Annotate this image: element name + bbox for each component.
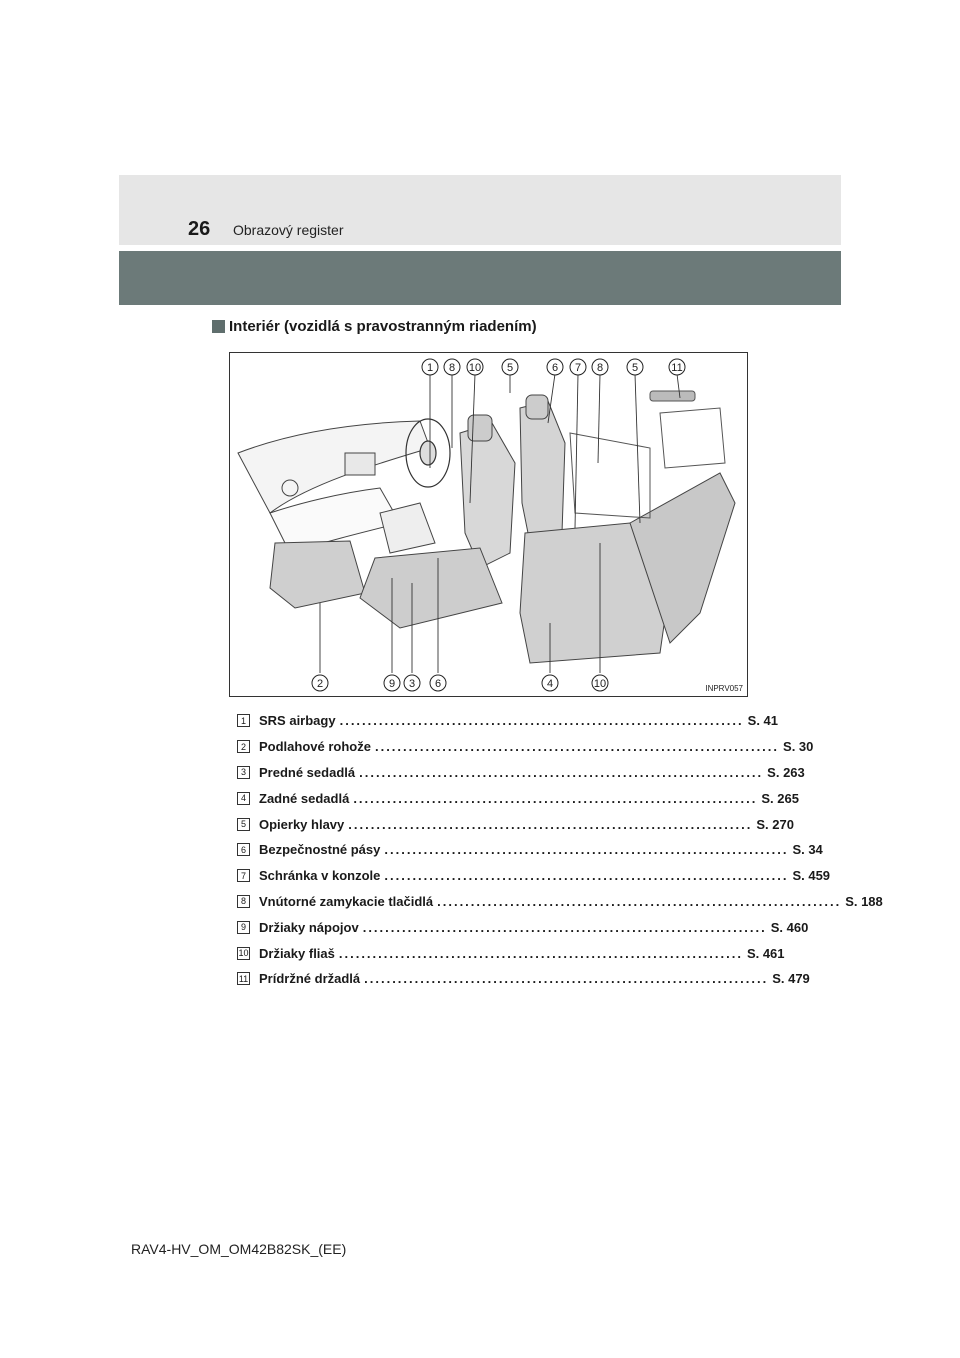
callout-7 [570,359,586,375]
item-label: Predné sedadlá [259,764,356,780]
item-number: 7 [237,869,250,882]
item-label: Opierky hlavy [259,816,345,832]
bullet-square-icon [212,320,225,333]
svg-text:1: 1 [426,362,434,374]
svg-text:7: 7 [574,362,582,374]
callout-4 [542,675,558,691]
item-number: 2 [237,740,250,753]
list-item: 3 Predné sedadlá ........................................................................ S. 263 [237,760,722,786]
page-ref-link[interactable]: S. 188 [845,893,883,909]
interior-drawing [230,353,749,698]
callout-10b [592,675,608,691]
interior-illustration [229,352,748,697]
callout-6b [430,675,446,691]
page-ref-link[interactable]: S. 460 [770,919,809,935]
item-number: 11 [238,973,249,984]
svg-text:10: 10 [468,362,482,374]
item-label: Držiaky fliaš [259,945,335,961]
header-dark-band [119,251,841,305]
passenger-seat [520,395,565,543]
item-number: 3 [237,766,250,779]
item-number: 9 [237,921,250,934]
callout-8 [444,359,460,375]
svg-text:11: 11 [671,362,683,374]
page-number: 26 [188,218,211,240]
item-number: 5 [237,818,250,831]
page-ref-link[interactable]: S. 459 [792,868,831,884]
callout-5b [627,359,643,375]
item-number: 4 [237,792,250,805]
svg-text:5: 5 [506,362,514,374]
item-label: Zadné sedadlá [259,790,350,806]
page-ref-link[interactable]: S. 41 [747,713,779,729]
item-label: Podlahové rohože [259,739,371,755]
page-ref-link[interactable]: S. 479 [772,971,810,987]
legend-list [237,708,883,992]
svg-text:8: 8 [448,362,456,374]
interior-title [212,318,537,335]
svg-text:6: 6 [434,678,442,690]
list-item: 8 Vnútorné zamykacie tlačidlá ........................................................................ S. 188 [237,889,722,915]
svg-text:5: 5 [631,362,639,374]
callout-11 [669,359,685,375]
list-item: 2 Podlahové rohože ........................................................................ S. 30 [237,734,722,760]
list-item: 6 Bezpečnostné pásy ........................................................................ S. 34 [237,837,722,863]
item-label: Schránka v konzole [259,868,381,884]
callouts-bottom [312,675,608,691]
page-ref-link[interactable]: S. 265 [761,790,799,806]
page-ref-link[interactable]: S. 30 [783,739,814,755]
image-code: INPRV057 [705,684,743,693]
item-number: 8 [237,895,250,908]
svg-text:2: 2 [316,678,324,690]
item-number: 1 [237,714,250,727]
list-item: 4 Zadné sedadlá ........................................................................ S. 265 [237,785,722,811]
callout-10 [467,359,483,375]
dashboard [238,421,435,553]
list-item: 11 Prídržné držadlá ........................................................................ S. 479 [238,971,810,987]
list-item: 7 Schránka v konzole ........................................................................ S. 459 [237,863,722,889]
interior-title-text: Interiér (vozidlá s pravostranným riadením) [229,318,537,335]
manual-code-footer: RAV4-HV_OM_OM42B82SK_(EE) [131,1241,347,1257]
item-label: Bezpečnostné pásy [259,842,381,858]
item-number: 10 [238,948,249,959]
callout-9 [384,675,400,691]
header-band [119,175,841,245]
callout-2 [312,675,328,691]
list-item: 10 Držiaky fliaš ........................................................................ S. 461 [238,945,785,961]
svg-text:3: 3 [408,678,416,690]
list-item: 9 Držiaky nápojov ........................................................................ S. 460 [237,914,722,940]
callout-6 [547,359,563,375]
item-label: Vnútorné zamykacie tlačidlá [259,893,434,909]
item-label: Držiaky nápojov [259,919,359,935]
item-label: Prídržné držadlá [259,971,361,987]
svg-text:6: 6 [551,362,559,374]
callouts-top [422,359,685,375]
svg-text:8: 8 [596,362,604,374]
item-number: 6 [237,843,250,856]
page-ref-link[interactable]: S. 263 [767,764,805,780]
section-heading: Obrazový register [233,222,344,238]
callout-8b [592,359,608,375]
callout-3 [404,675,420,691]
list-item: 1 SRS airbagy ........................................................................ S. 41 [237,708,722,734]
callout-5 [502,359,518,375]
page-ref-link[interactable]: S. 461 [746,945,785,961]
page-ref-link[interactable]: S. 270 [756,816,794,832]
callout-1 [422,359,438,375]
item-label: SRS airbagy [259,713,336,729]
svg-text:10: 10 [593,678,607,690]
floor-mat [270,541,365,608]
list-item: 5 Opierky hlavy ........................................................................ S. 270 [237,811,722,837]
page-ref-link[interactable]: S. 34 [792,842,823,858]
svg-text:4: 4 [546,678,554,690]
svg-text:9: 9 [388,678,396,690]
